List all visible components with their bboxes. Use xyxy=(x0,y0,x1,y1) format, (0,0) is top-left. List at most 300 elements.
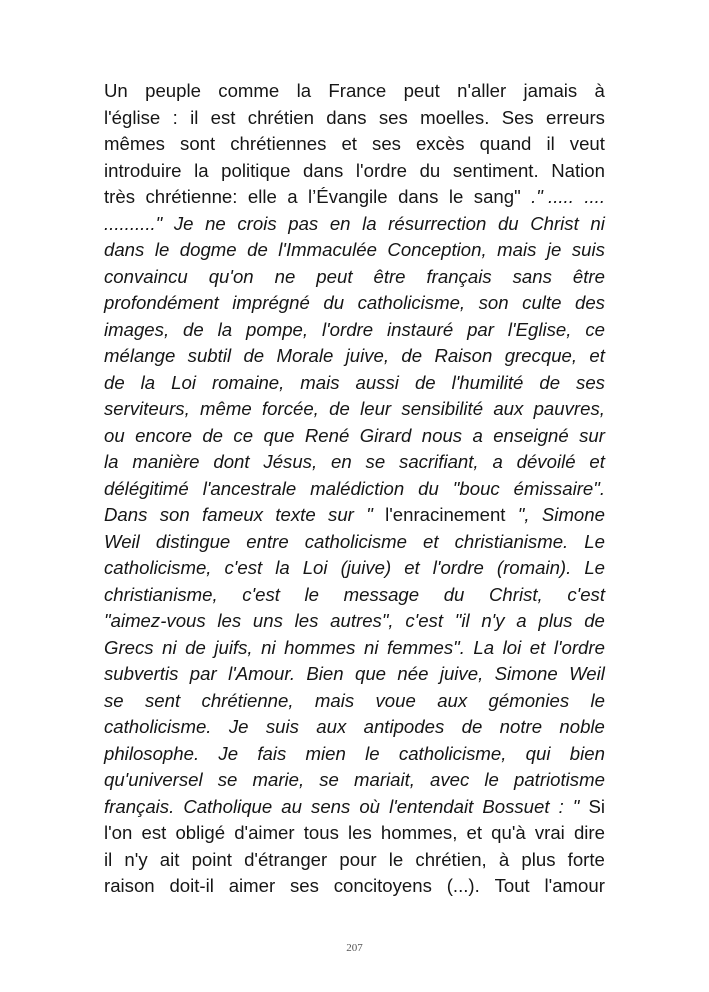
word: du xyxy=(497,212,519,234)
word: introduire xyxy=(104,159,182,181)
word: par xyxy=(189,663,217,684)
word: l’Évangile xyxy=(308,186,388,207)
word: forcée, xyxy=(262,398,319,419)
word: au xyxy=(281,795,302,817)
word: mélange xyxy=(104,345,176,366)
word: a xyxy=(287,186,298,207)
word: et xyxy=(404,557,420,578)
word: se xyxy=(217,769,238,790)
word: il xyxy=(190,106,199,128)
word: je xyxy=(546,239,562,260)
word: vrai xyxy=(534,822,565,843)
word: aimer xyxy=(228,875,276,896)
word: ." ..... xyxy=(531,186,574,207)
word: manière xyxy=(132,451,200,472)
word: c'est xyxy=(567,583,605,605)
word: le xyxy=(304,583,320,605)
word: dans xyxy=(303,159,344,181)
word: ne xyxy=(274,265,296,287)
word: ni xyxy=(590,212,605,234)
word: (...). xyxy=(446,875,480,896)
word: Un xyxy=(104,80,128,101)
word: sang" xyxy=(473,186,521,207)
word: instauré xyxy=(387,318,454,340)
word: en xyxy=(331,451,352,472)
word: raison xyxy=(104,875,155,896)
word: mien xyxy=(305,742,346,764)
word: sans xyxy=(512,265,552,287)
word: " xyxy=(366,504,373,525)
word: loi xyxy=(502,636,522,658)
word: chrétien, xyxy=(415,848,487,870)
text-line xyxy=(104,661,605,688)
word: le xyxy=(590,689,605,711)
word: Weil xyxy=(104,530,140,552)
word: chrétien xyxy=(247,106,314,128)
word: Raison xyxy=(434,345,493,366)
word: doit-il xyxy=(169,875,214,896)
word: de xyxy=(243,345,265,366)
word: Ses xyxy=(501,106,534,128)
word: malédiction xyxy=(310,477,405,499)
text-line xyxy=(104,158,605,185)
word: ni xyxy=(162,636,177,658)
word: profondément xyxy=(104,292,219,313)
word: est xyxy=(210,106,236,128)
word: le xyxy=(448,186,464,207)
word: message xyxy=(343,583,420,605)
word: pompe, xyxy=(246,318,309,340)
word: le xyxy=(388,848,404,870)
word: politique xyxy=(221,159,291,181)
word: et xyxy=(423,530,439,552)
word: de xyxy=(414,371,436,393)
word: c'est xyxy=(405,610,443,631)
word: sensibilité xyxy=(401,398,484,419)
word: l'ordre xyxy=(553,636,605,658)
word: ses xyxy=(576,371,605,393)
word: Si xyxy=(588,795,605,817)
word: ses xyxy=(378,106,408,128)
word: dont xyxy=(213,451,250,472)
text-line xyxy=(104,264,605,291)
word: mais xyxy=(300,371,340,393)
word: Tout xyxy=(494,875,530,896)
text-line xyxy=(104,502,605,529)
word: sur xyxy=(579,424,605,446)
text-line xyxy=(104,873,605,900)
word: du xyxy=(419,159,441,181)
word: France xyxy=(328,80,387,101)
word: sacrifiant, xyxy=(399,451,479,472)
word: forte xyxy=(567,848,605,870)
text-line xyxy=(104,635,605,662)
word: qu'à xyxy=(491,822,526,843)
page-number: 207 xyxy=(346,942,363,954)
word: images, xyxy=(104,318,170,340)
word: quand xyxy=(479,133,532,154)
word: que xyxy=(354,663,387,684)
word: encore xyxy=(135,424,192,446)
word: moelles. xyxy=(420,106,490,128)
text-line xyxy=(104,555,605,582)
word: voue xyxy=(375,689,416,711)
word: de xyxy=(461,716,483,737)
text-line xyxy=(104,688,605,715)
word: hommes xyxy=(284,636,356,658)
word: et xyxy=(466,822,483,843)
text-line xyxy=(104,794,605,821)
word: c'est xyxy=(242,583,280,605)
word: de xyxy=(247,239,268,260)
word: aux xyxy=(437,689,468,711)
word: plus xyxy=(538,610,573,631)
word: aux xyxy=(316,716,347,737)
word: et xyxy=(589,451,605,472)
word: Jésus, xyxy=(263,451,318,472)
word: de xyxy=(185,636,206,658)
word: l'Eglise, xyxy=(507,318,572,340)
word: point xyxy=(191,848,232,870)
word: Girard xyxy=(359,424,412,446)
word: pas xyxy=(288,212,319,234)
word: mais xyxy=(497,239,537,260)
text-line xyxy=(104,290,605,317)
word: antipodes xyxy=(363,716,445,737)
word: ", xyxy=(517,504,530,525)
word: la xyxy=(194,159,209,181)
word: sur xyxy=(328,504,354,525)
word: sent xyxy=(145,689,181,711)
word: Catholique xyxy=(183,795,273,817)
word: qu'on xyxy=(208,265,254,287)
word: catholicisme. xyxy=(104,716,212,737)
word: ait xyxy=(159,848,180,870)
word: aussi xyxy=(355,371,399,393)
word: Loi xyxy=(171,371,196,393)
text-line xyxy=(104,476,605,503)
word: et xyxy=(589,345,605,366)
text-line xyxy=(104,767,605,794)
word: l'ordre xyxy=(355,159,408,181)
text-line xyxy=(104,343,605,370)
word: se xyxy=(319,769,339,790)
word: il xyxy=(104,848,113,870)
word: juive, xyxy=(345,345,390,366)
word: délégitimé xyxy=(104,477,189,499)
word: subtil xyxy=(187,345,232,366)
word: français xyxy=(426,265,492,287)
word: fameux xyxy=(202,504,264,525)
word: : xyxy=(172,106,178,128)
word: le xyxy=(484,769,499,790)
text-line xyxy=(104,317,605,344)
word: le xyxy=(154,239,170,260)
word: des xyxy=(574,292,605,313)
word: elle xyxy=(247,186,277,207)
word: patriotisme xyxy=(514,769,605,790)
word: imprégné xyxy=(232,292,310,313)
word: son xyxy=(159,504,190,525)
text-line xyxy=(104,449,605,476)
word: Je xyxy=(173,212,194,234)
word: n'aller xyxy=(457,80,507,101)
word: Le xyxy=(584,530,605,552)
word: de xyxy=(202,424,224,446)
word: juifs, xyxy=(214,636,253,658)
word: noble xyxy=(559,716,605,737)
word: l'église xyxy=(104,106,161,128)
word: crois xyxy=(237,212,277,234)
word: l'enracinement xyxy=(385,504,506,525)
word: se xyxy=(104,689,124,711)
word: la xyxy=(140,371,156,393)
word: .... xyxy=(584,186,605,207)
text-line xyxy=(104,105,605,132)
word: même xyxy=(200,398,252,419)
word: mêmes xyxy=(104,133,165,154)
word: avec xyxy=(430,769,470,790)
word: Bien xyxy=(306,663,344,684)
word: et xyxy=(341,133,357,154)
word: de xyxy=(329,398,350,419)
word: ni xyxy=(261,636,276,658)
word: de xyxy=(104,371,125,393)
text-line xyxy=(104,396,605,423)
word: être xyxy=(373,265,406,287)
word: ses xyxy=(372,133,401,154)
word: qu'universel xyxy=(104,769,203,790)
word: Le xyxy=(584,557,605,578)
word: très xyxy=(104,186,135,207)
word: dans xyxy=(104,239,145,260)
word: texte xyxy=(275,504,316,525)
word: La xyxy=(473,636,495,658)
text-line xyxy=(104,582,605,609)
word: le xyxy=(365,742,380,764)
word: l'on xyxy=(104,822,133,843)
word: l'Amour. xyxy=(228,663,295,684)
word: Je xyxy=(228,716,249,737)
word: .........." xyxy=(104,212,163,234)
word: Loi xyxy=(302,557,328,578)
word: erreurs xyxy=(546,106,605,128)
word: suis xyxy=(265,716,299,737)
word: dans xyxy=(326,106,367,128)
word: l'humilité xyxy=(451,371,524,393)
word: d'étranger xyxy=(244,848,328,870)
word: nous xyxy=(421,424,463,446)
word: Conception, xyxy=(387,239,487,260)
word: plus xyxy=(521,848,556,870)
word: philosophe. xyxy=(104,742,200,764)
word: a xyxy=(492,451,503,472)
word: il xyxy=(546,133,555,154)
word: la xyxy=(362,212,377,234)
word: Dans xyxy=(104,504,148,525)
word: grecque, xyxy=(504,345,578,366)
text-line xyxy=(104,608,605,635)
word: son xyxy=(478,292,509,313)
word: catholicisme, xyxy=(398,742,507,764)
word: excès xyxy=(416,133,465,154)
word: les xyxy=(217,610,242,631)
word: peuple xyxy=(145,80,201,101)
text-line xyxy=(104,820,605,847)
word: chrétiennes xyxy=(230,133,327,154)
word: "aimez-vous xyxy=(104,610,206,631)
word: ou xyxy=(104,424,125,446)
text-line xyxy=(104,370,605,397)
word: résurrection xyxy=(388,212,487,234)
word: les xyxy=(348,822,372,843)
word: fais xyxy=(257,742,287,764)
word: ses xyxy=(289,875,319,896)
word: chrétienne, xyxy=(201,689,294,711)
word: Christ xyxy=(530,212,579,234)
word: dogme xyxy=(179,239,237,260)
word: catholicisme, xyxy=(104,557,212,578)
word: Grecs xyxy=(104,636,154,658)
body-text xyxy=(104,78,605,900)
text-line xyxy=(104,714,605,741)
word: français. xyxy=(104,795,175,817)
word: d'aimer xyxy=(234,822,295,843)
text-line xyxy=(104,78,605,105)
word: les xyxy=(294,610,319,631)
text-line xyxy=(104,423,605,450)
word: où xyxy=(359,795,381,817)
word: femmes". xyxy=(387,636,465,658)
word: culte xyxy=(522,292,562,313)
word: du xyxy=(323,292,345,313)
word: qui xyxy=(525,742,551,764)
word: pauvres, xyxy=(533,398,605,419)
word: convaincu xyxy=(104,265,188,287)
word: la xyxy=(275,557,290,578)
word: romaine, xyxy=(211,371,285,393)
word: la xyxy=(104,451,119,472)
word: serviteurs, xyxy=(104,398,190,419)
word: ni xyxy=(363,636,379,658)
word: Morale xyxy=(276,345,334,366)
word: ce xyxy=(585,318,605,340)
word: l'ordre xyxy=(322,318,374,340)
word: mais xyxy=(314,689,355,711)
word: veut xyxy=(569,133,605,154)
word: sont xyxy=(180,133,216,154)
word: née xyxy=(397,663,429,684)
word: subvertis xyxy=(104,663,179,684)
word: enseigné xyxy=(493,424,569,446)
word: n'y xyxy=(481,610,505,631)
word: christianisme. xyxy=(454,530,569,552)
word: Je xyxy=(218,742,239,764)
word: (juive) xyxy=(340,557,392,578)
word: n'y xyxy=(124,848,148,870)
word: aux xyxy=(493,398,524,419)
word: Christ, xyxy=(489,583,543,605)
word: obligé xyxy=(175,822,226,843)
word: à xyxy=(594,80,605,101)
word: dévoilé xyxy=(516,451,576,472)
word: entre xyxy=(246,530,289,552)
word: catholicisme xyxy=(304,530,408,552)
word: mariait, xyxy=(353,769,415,790)
text-line xyxy=(104,131,605,158)
word: Nation xyxy=(551,159,605,181)
word: leur xyxy=(360,398,392,419)
word: christianisme, xyxy=(104,583,218,605)
word: : xyxy=(558,795,564,817)
text-line xyxy=(104,847,605,874)
word: de xyxy=(401,345,423,366)
word: l'ordre xyxy=(432,557,484,578)
word: en xyxy=(329,212,351,234)
word: du xyxy=(418,477,439,499)
word: tous xyxy=(303,822,339,843)
word: c'est xyxy=(224,557,263,578)
word: pour xyxy=(339,848,377,870)
word: "bouc xyxy=(452,477,500,499)
word: gémonies xyxy=(488,689,570,711)
word: de xyxy=(539,371,561,393)
word: sens xyxy=(311,795,351,817)
word: l'Immaculée xyxy=(278,239,377,260)
word: ce xyxy=(233,424,254,446)
word: que xyxy=(263,424,295,446)
word: Simone xyxy=(541,504,605,525)
word: être xyxy=(572,265,605,287)
word: la xyxy=(217,318,233,340)
word: l'entendait xyxy=(389,795,474,817)
word: ne xyxy=(205,212,226,234)
word: l'amour xyxy=(544,875,605,896)
word: suis xyxy=(571,239,605,260)
word: " xyxy=(572,795,580,817)
word: dire xyxy=(573,822,605,843)
word: "il xyxy=(454,610,470,631)
word: bien xyxy=(569,742,605,764)
word: de xyxy=(183,318,204,340)
word: dans xyxy=(398,186,439,207)
word: Simone xyxy=(494,663,558,684)
word: chrétienne: xyxy=(145,186,238,207)
word: peut xyxy=(403,80,440,101)
word: l'ancestrale xyxy=(202,477,297,499)
word: émissaire". xyxy=(513,477,605,499)
word: catholicisme, xyxy=(357,292,466,313)
text-line xyxy=(104,184,605,211)
word: a xyxy=(472,424,483,446)
word: est xyxy=(141,822,167,843)
word: sentiment. xyxy=(452,159,539,181)
word: la xyxy=(296,80,312,101)
text-line xyxy=(104,529,605,556)
word: uns xyxy=(252,610,283,631)
word: autres", xyxy=(330,610,394,631)
word: hommes, xyxy=(380,822,458,843)
word: Weil xyxy=(569,663,605,684)
word: distingue xyxy=(155,530,231,552)
word: de xyxy=(584,610,605,631)
word: par xyxy=(467,318,494,340)
word: René xyxy=(304,424,350,446)
word: notre xyxy=(499,716,543,737)
word: à xyxy=(498,848,510,870)
word: juive, xyxy=(439,663,484,684)
text-line xyxy=(104,211,605,238)
